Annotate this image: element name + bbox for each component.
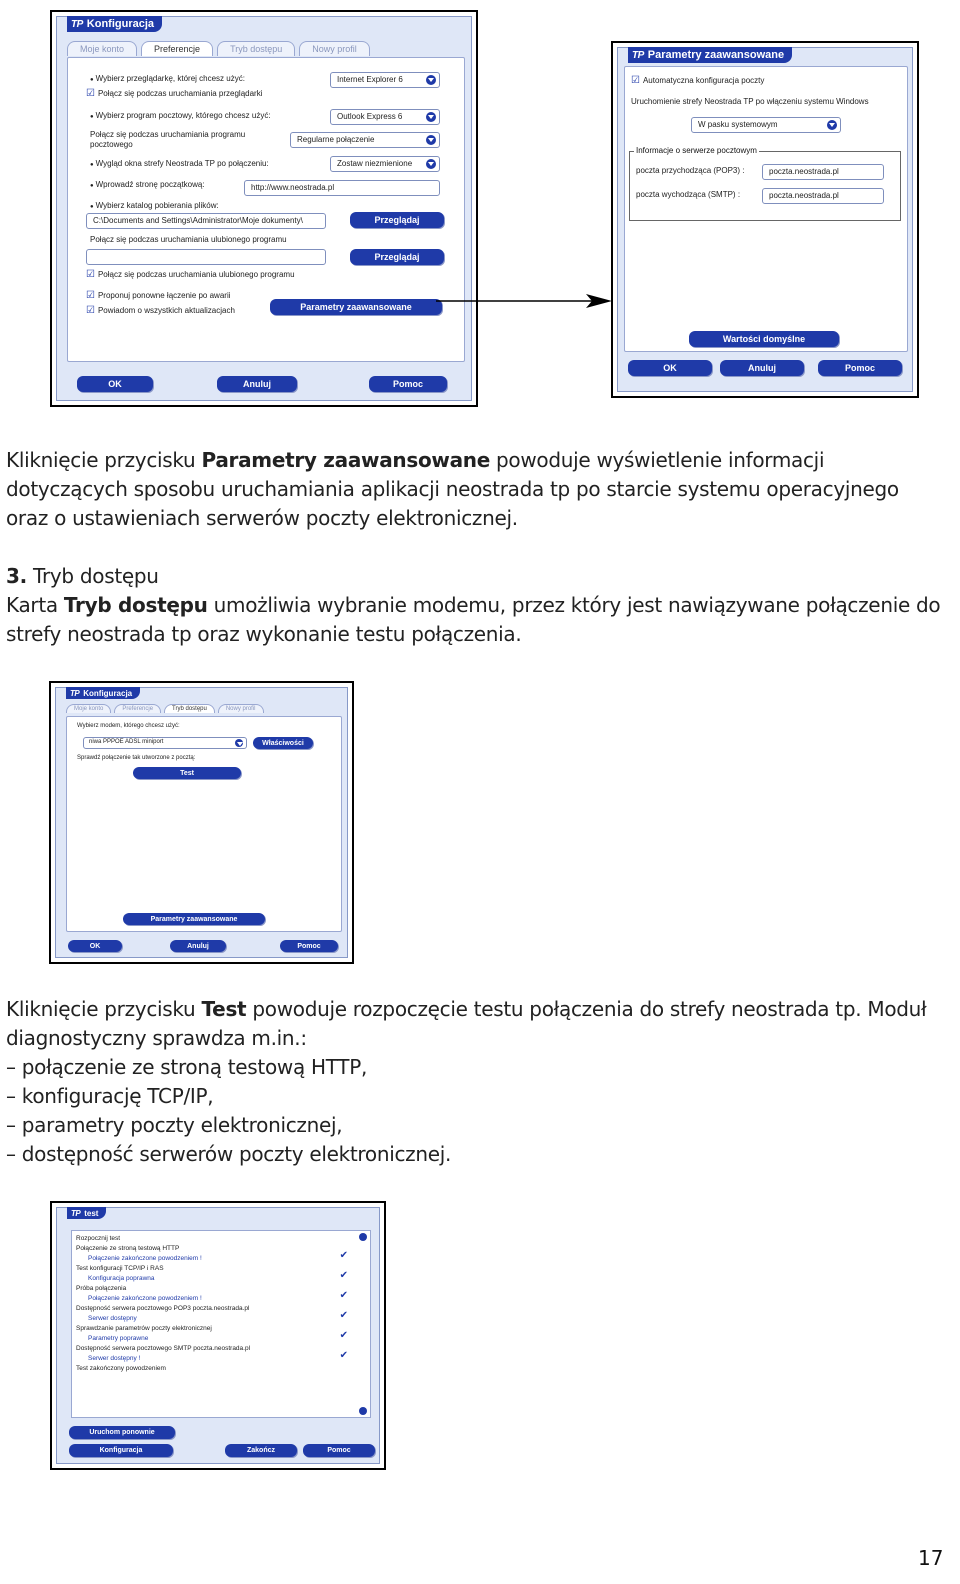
homepage-input[interactable]: http://www.neostrada.pl xyxy=(244,180,440,196)
advanced-parameters-window xyxy=(611,41,919,398)
test-log-line: Serwer dostępny xyxy=(88,1315,137,1322)
scrollbar[interactable] xyxy=(358,1233,368,1415)
startup-label: Uruchomienie strefy Neostrada TP po włączeniu systemu Windows xyxy=(631,97,869,106)
test-log-line: Rozpocznij test xyxy=(76,1235,121,1242)
help-button[interactable]: Pomoc xyxy=(369,376,447,392)
favorite-program-label: Połącz się podczas uruchamiania ulubionego programu xyxy=(90,235,287,244)
test-log-line: Parametry poprawne xyxy=(88,1335,149,1342)
window-title: TP Konfiguracja xyxy=(67,16,162,32)
default-values-button[interactable]: Wartości domyślne xyxy=(689,331,839,347)
tab-access-mode[interactable]: Tryb dostępu xyxy=(164,704,215,713)
test-log-line: Próba połączenia xyxy=(76,1285,127,1292)
tab-new-profile[interactable]: Nowy profil xyxy=(218,704,264,713)
browser-autostart-checkbox[interactable]: ☑ Połącz się podczas uruchamiania przeglądarki xyxy=(86,88,263,99)
tp-logo-icon: TP xyxy=(71,1208,81,1218)
mail-connect-label: Połącz się podczas uruchamiania programu xyxy=(90,130,246,139)
test-connection-label: Sprawdź połączenie tak utworzone z pocztą: xyxy=(77,755,196,761)
test-item: – połączenie ze stroną testową HTTP, xyxy=(6,1055,368,1079)
cancel-button[interactable]: Anuluj xyxy=(720,360,804,376)
window-title: TP Konfiguracja xyxy=(66,687,140,699)
test-log-line: Serwer dostępny ! xyxy=(88,1355,141,1362)
cancel-button[interactable]: Anuluj xyxy=(217,376,297,392)
homepage-label: ● Wprowadź stronę początkową: xyxy=(90,180,205,189)
auto-mail-config-checkbox[interactable]: ☑ Automatyczna konfiguracja poczty xyxy=(631,75,764,86)
favorite-program-checkbox[interactable]: ☑ Połącz się podczas uruchamiania ulubionego programu xyxy=(86,269,295,280)
browse-folder-button[interactable]: Przeglądaj xyxy=(350,212,444,228)
ok-button[interactable]: OK xyxy=(68,940,122,952)
window-title: TP test xyxy=(67,1207,106,1219)
advanced-parameters-button[interactable]: Parametry zaawansowane xyxy=(270,299,442,315)
section-heading: 3. Tryb dostępu xyxy=(6,564,159,588)
test-button[interactable]: Test xyxy=(133,767,241,779)
test-description: Kliknięcie przycisku Test powoduje rozpoczęcie testu połączenia do strefy neostrada tp. Moduł diagnostyczny sprawdza m.in.: xyxy=(6,997,927,1050)
scroll-up-icon[interactable] xyxy=(359,1233,367,1241)
scroll-down-icon[interactable] xyxy=(359,1407,367,1415)
tab-preferences[interactable]: Preferencje xyxy=(114,704,161,713)
tab-preferences[interactable]: Preferencje xyxy=(141,41,213,56)
test-log-list[interactable] xyxy=(71,1230,371,1418)
ok-button[interactable]: OK xyxy=(628,360,712,376)
advanced-panel xyxy=(624,66,908,352)
chevron-down-icon xyxy=(235,739,243,747)
test-log-line: Dostępność serwera pocztowego POP3 poczta.neostrada.pl xyxy=(76,1305,250,1312)
tp-logo-icon: TP xyxy=(632,49,644,61)
chevron-down-icon xyxy=(426,135,436,145)
check-icon: ✔ xyxy=(339,1270,348,1281)
test-item: – dostępność serwerów poczty elektronicznej. xyxy=(6,1142,452,1166)
help-button[interactable]: Pomoc xyxy=(303,1444,375,1457)
section-number: 3. xyxy=(6,564,27,588)
test-log-line: Połączenie zakończone powodzeniem ! xyxy=(88,1295,202,1302)
tab-new-profile[interactable]: Nowy profil xyxy=(299,41,370,56)
window-look-select[interactable]: Zostaw niezmienione xyxy=(330,156,440,172)
mail-connect-select[interactable]: Regularne połączenie xyxy=(290,132,440,148)
tp-logo-icon: TP xyxy=(71,18,83,30)
download-folder-label: ● Wybierz katalog pobierania plików: xyxy=(90,201,219,210)
test-log-line: Test konfiguracji TCP/IP i RAS xyxy=(76,1265,164,1272)
tab-my-account[interactable]: Moje konto xyxy=(66,704,111,713)
test-log-line: Sprawdzanie parametrów poczty elektronicznej xyxy=(76,1325,212,1332)
browser-select[interactable]: Internet Explorer 6 xyxy=(330,72,440,88)
test-log-line: Test zakończony powodzeniem xyxy=(76,1365,166,1372)
startup-select[interactable]: W pasku systemowym xyxy=(691,117,841,133)
check-icon: ✔ xyxy=(339,1250,348,1261)
pop3-label: poczta przychodząca (POP3) : xyxy=(636,166,745,175)
help-button[interactable]: Pomoc xyxy=(818,360,902,376)
tab-access-mode[interactable]: Tryb dostępu xyxy=(217,41,295,56)
modem-label: Wybierz modem, którego chcesz użyć: xyxy=(77,723,180,729)
tab-my-account[interactable]: Moje konto xyxy=(67,41,137,56)
arrow-right-icon xyxy=(436,292,612,310)
configuration-button[interactable]: Konfiguracja xyxy=(69,1444,173,1457)
smtp-label: poczta wychodząca (SMTP) : xyxy=(636,190,741,199)
test-log-line: Dostępność serwera pocztowego SMTP poczta.neostrada.pl xyxy=(76,1345,251,1352)
browse-program-button[interactable]: Przeglądaj xyxy=(350,249,444,265)
smtp-input[interactable]: poczta.neostrada.pl xyxy=(762,188,884,204)
chevron-down-icon xyxy=(827,120,837,130)
retry-connection-checkbox[interactable]: ☑ Proponuj ponowne łączenie po awarii xyxy=(86,290,231,301)
restart-button[interactable]: Uruchom ponownie xyxy=(69,1426,175,1439)
properties-button[interactable]: Właściwości xyxy=(253,737,313,749)
window-title: TP Parametry zaawansowane xyxy=(628,47,792,63)
test-log-line: Połączenie ze stroną testową HTTP xyxy=(76,1245,180,1252)
access-mode-panel xyxy=(66,716,342,932)
test-window xyxy=(50,1201,386,1470)
tp-logo-icon: TP xyxy=(70,688,80,698)
check-icon: ✔ xyxy=(339,1330,348,1341)
favorite-program-input[interactable] xyxy=(86,249,326,265)
chevron-down-icon xyxy=(426,112,436,122)
check-icon: ✔ xyxy=(339,1290,348,1301)
ok-button[interactable]: OK xyxy=(77,376,153,392)
configuration-window-preferences xyxy=(50,10,478,407)
finish-button[interactable]: Zakończ xyxy=(225,1444,297,1457)
chevron-down-icon xyxy=(426,159,436,169)
check-icon: ✔ xyxy=(339,1310,348,1321)
test-item: – konfigurację TCP/IP, xyxy=(6,1084,214,1108)
mail-server-group xyxy=(629,146,901,221)
notify-updates-checkbox[interactable]: ☑ Powiadom o wszystkich aktualizacjach xyxy=(86,305,235,316)
configuration-window-access-mode xyxy=(49,681,354,964)
check-icon: ✔ xyxy=(339,1350,348,1361)
advanced-parameters-button[interactable]: Parametry zaawansowane xyxy=(123,913,265,925)
mail-program-label: ● Wybierz program pocztowy, którego chcesz użyć: xyxy=(90,111,271,120)
test-log-line: Połączenie zakończone powodzeniem ! xyxy=(88,1255,202,1262)
pop3-input[interactable]: poczta.neostrada.pl xyxy=(762,164,884,180)
test-item: – parametry poczty elektronicznej, xyxy=(6,1113,343,1137)
browser-label: ● Wybierz przeglądarkę, której chcesz użyć: xyxy=(90,74,245,83)
page-number: 17 xyxy=(918,1546,944,1570)
test-log-line: Konfiguracja poprawna xyxy=(88,1275,155,1282)
mail-connect-label-line2: pocztowego xyxy=(90,140,133,149)
preferences-panel xyxy=(67,57,465,362)
chevron-down-icon xyxy=(426,75,436,85)
section-body: Karta Tryb dostępu umożliwia wybranie modemu, przez który jest nawiązywane połączenie do strefy neostrada tp oraz wykonanie testu połączenia. xyxy=(6,593,941,646)
mail-server-legend: Informacje o serwerze pocztowym xyxy=(636,146,757,155)
help-button[interactable]: Pomoc xyxy=(280,940,338,952)
mail-program-select[interactable]: Outlook Express 6 xyxy=(330,109,440,125)
window-look-label: ● Wygląd okna strefy Neostrada TP po połączeniu: xyxy=(90,159,269,168)
modem-select[interactable]: niwa PPPOE ADSL miniport xyxy=(83,737,247,749)
cancel-button[interactable]: Anuluj xyxy=(170,940,226,952)
advanced-parameters-description: Kliknięcie przycisku Parametry zaawansowane powoduje wyświetlenie informacji dotyczących sposobu uruchamiania aplikacji neostrada tp po starcie systemu operacyjnego oraz o ustawieniach serwerów poczty elektronicznej. xyxy=(6,448,899,530)
download-folder-input[interactable]: C:\Documents and Settings\Administrator\Moje dokumenty\ xyxy=(86,213,326,229)
